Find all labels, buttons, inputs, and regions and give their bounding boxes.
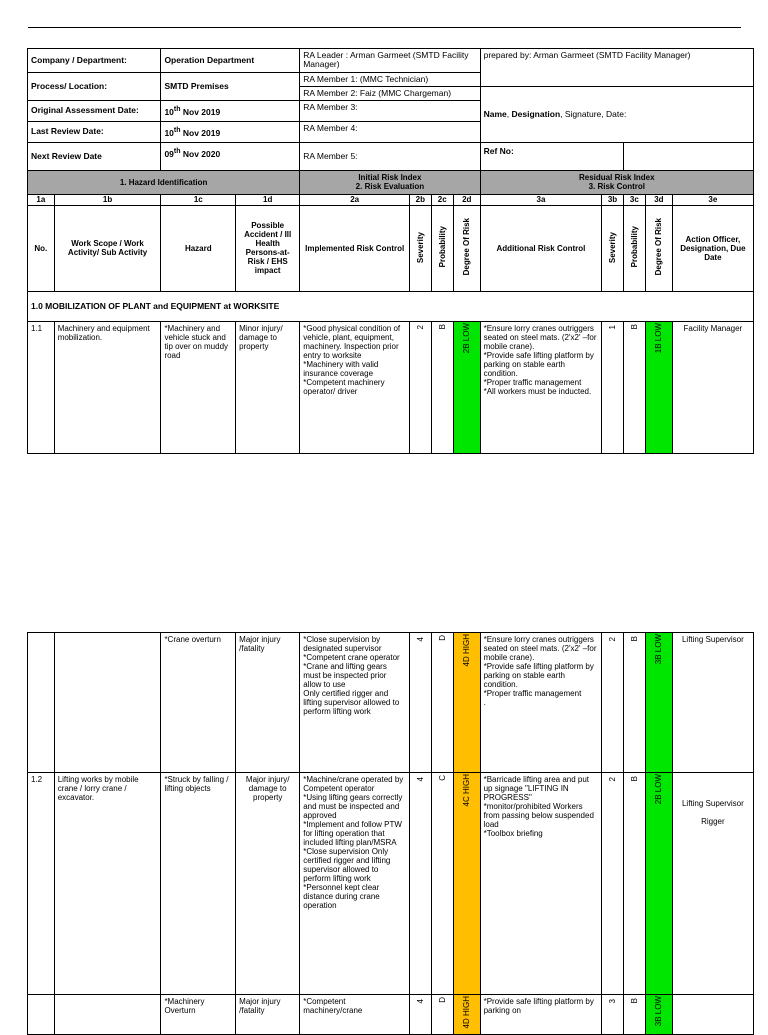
column-title-row xyxy=(28,205,754,291)
ra-leader: RA Leader : Arman Garmeet (SMTD Facility Manager) xyxy=(300,49,480,73)
row-severity-residual: 3 xyxy=(602,995,623,1035)
row-degree: 4C HIGH xyxy=(453,773,480,995)
col-title-degree-residual: Degree Of Risk xyxy=(646,205,673,291)
row-action: Lifting Supervisor xyxy=(672,633,753,773)
row-action: Lifting Supervisor Rigger xyxy=(672,773,753,995)
col-title-severity-residual: Severity xyxy=(602,205,623,291)
col-code: 3d xyxy=(646,194,673,205)
col-title-scope: Work Scope / Work Activity/ Sub Activity xyxy=(54,205,161,291)
row-accident: Major injury /fatality xyxy=(236,633,300,773)
row-implemented: *Good physical condition of vehicle, plant, equipment, machinery. Inspection prior entry to worksite *Machinery with valid insurance coverage *Competent machinery operator/ driver xyxy=(300,321,410,453)
row-additional: *Ensure lorry cranes outriggers seated on steel mats. (2'x2' –for mobile crane). *Provide safe lifting platform by parking on stable earth condition. *Proper traffic management . xyxy=(480,633,602,773)
risk-assessment-table-page1 xyxy=(27,48,754,454)
col-code: 1d xyxy=(236,194,300,205)
col-code: 2b xyxy=(410,194,431,205)
ra-member-4: RA Member 4: xyxy=(300,121,480,142)
row-severity: 4 xyxy=(410,995,431,1035)
col-code: 1b xyxy=(54,194,161,205)
row-probability-residual: B xyxy=(623,321,645,453)
process-value: SMTD Premises xyxy=(161,73,300,101)
table-row xyxy=(28,633,754,773)
row-degree-residual: 3B LOW xyxy=(646,633,673,773)
row-probability: D xyxy=(431,633,453,773)
row-additional: *Barricade lifting area and put up signage "LIFTING IN PROGRESS" *monitor/prohibited Workers from passing below suspended load *Toolbox briefing xyxy=(480,773,602,995)
col-title-implemented: Implemented Risk Control xyxy=(300,205,410,291)
row-degree: 4D HIGH xyxy=(453,633,480,773)
col-title-no: No. xyxy=(28,205,55,291)
col-code: 1c xyxy=(161,194,236,205)
row-probability-residual: B xyxy=(623,773,645,995)
row-severity: 2 xyxy=(410,321,431,453)
col-title-accident: Possible Accident / Ill Health Persons-at-Risk / EHS impact xyxy=(236,205,300,291)
prepared-by: prepared by: Arman Garmeet (SMTD Facility Manager) xyxy=(480,49,753,87)
row-severity-residual: 2 xyxy=(602,633,623,773)
last-review-label: Last Review Date: xyxy=(28,121,161,142)
col-title-additional: Additional Risk Control xyxy=(480,205,602,291)
row-scope: Machinery and equipment mobilization. xyxy=(54,321,161,453)
row-severity: 4 xyxy=(410,633,431,773)
next-review-value: 09th Nov 2020 xyxy=(161,142,300,170)
row-accident: Minor injury/ damage to property xyxy=(236,321,300,453)
row-implemented: *Competent machinery/crane xyxy=(300,995,410,1035)
row-accident: Major injury /fatality xyxy=(236,995,300,1035)
col-code: 2a xyxy=(300,194,410,205)
row-degree: 4D HIGH xyxy=(453,995,480,1035)
row-probability: D xyxy=(431,995,453,1035)
last-review-value: 10th Nov 2019 xyxy=(161,121,300,142)
company-label: Company / Department: xyxy=(28,49,161,73)
ra-member-3: RA Member 3: xyxy=(300,101,480,122)
row-degree: 2B LOW xyxy=(453,321,480,453)
col-code: 2c xyxy=(431,194,453,205)
row-degree-residual: 2B LOW xyxy=(646,773,673,995)
col-code: 2d xyxy=(453,194,480,205)
next-review-label: Next Review Date xyxy=(28,142,161,170)
original-date-value: 10th Nov 2019 xyxy=(161,101,300,122)
row-implemented: *Close supervision by designated supervisor *Competent crane operator *Crane and lifting gears must be inspected prior allow to use Only certified rigger and lifting supervisor allowed to perform lifting work xyxy=(300,633,410,773)
ra-member-5: RA Member 5: xyxy=(300,142,480,170)
row-additional: *Ensure lorry cranes outriggers seated on steel mats. (2'x2' –for mobile crane). *Provide safe lifting platform by parking on stable earth condition. *Proper traffic management *All workers must be inducted. xyxy=(480,321,602,453)
ref-no-value xyxy=(623,142,753,170)
row-severity-residual: 1 xyxy=(602,321,623,453)
original-date-label: Original Assessment Date: xyxy=(28,101,161,122)
row-probability-residual: B xyxy=(623,633,645,773)
row-severity-residual: 2 xyxy=(602,773,623,995)
row-no: 1.1 xyxy=(28,321,55,453)
row-scope xyxy=(54,633,161,773)
ra-member-2: RA Member 2: Faiz (MMC Chargeman) xyxy=(300,87,480,101)
col-code: 3a xyxy=(480,194,602,205)
section-title: 1.0 MOBILIZATION OF PLANT and EQUIPMENT at WORKSITE xyxy=(28,291,754,321)
row-severity: 4 xyxy=(410,773,431,995)
col-code: 1a xyxy=(28,194,55,205)
row-scope: Lifting works by mobile crane / lorry crane / excavator. xyxy=(54,773,161,995)
hazard-identification-header: 1. Hazard Identification xyxy=(28,170,300,194)
col-title-probability: Probability xyxy=(431,205,453,291)
row-hazard: *Struck by falling / lifting objects xyxy=(161,773,236,995)
col-title-probability-residual: Probability xyxy=(623,205,645,291)
col-title-hazard: Hazard xyxy=(161,205,236,291)
table-row xyxy=(28,321,754,453)
row-action: Facility Manager xyxy=(672,321,753,453)
table-row xyxy=(28,995,754,1035)
residual-risk-header: Residual Risk Index 3. Risk Control xyxy=(480,170,753,194)
row-hazard: *Machinery and vehicle stuck and tip over on muddy road xyxy=(161,321,236,453)
company-value: Operation Department xyxy=(161,49,300,73)
table-row xyxy=(28,773,754,995)
ref-no-label: Ref No: xyxy=(480,142,623,170)
row-probability: B xyxy=(431,321,453,453)
page-top-rule xyxy=(28,27,741,28)
row-no: 1.2 xyxy=(28,773,55,995)
row-scope xyxy=(54,995,161,1035)
col-code: 3e xyxy=(672,194,753,205)
column-code-row xyxy=(28,194,754,205)
row-action xyxy=(672,995,753,1035)
ra-member-1: RA Member 1: (MMC Technician) xyxy=(300,73,480,87)
row-no xyxy=(28,633,55,773)
row-no xyxy=(28,995,55,1035)
row-degree-residual: 3B LOW xyxy=(646,995,673,1035)
risk-assessment-table-page2 xyxy=(27,632,754,1035)
row-implemented: *Machine/crane operated by Competent operator *Using lifting gears correctly and must be inspected and approved *Implement and follow PTW for lifting operation that included lifting plan/MSRA *Close supervision Only certified rigger and lifting supervisor allowed to perform lifting work *Personnel kept clear distance during crane operation xyxy=(300,773,410,995)
row-probability-residual: B xyxy=(623,995,645,1035)
row-additional: *Provide safe lifting platform by parking on xyxy=(480,995,602,1035)
col-title-degree: Degree Of Risk xyxy=(453,205,480,291)
row-accident: Major injury/ damage to property xyxy=(236,773,300,995)
name-designation-signature: Name, Designation, Signature, Date: xyxy=(480,87,753,143)
initial-risk-header: Initial Risk Index 2. Risk Evaluation xyxy=(300,170,480,194)
row-hazard: *Machinery Overturn xyxy=(161,995,236,1035)
col-code: 3b xyxy=(602,194,623,205)
row-hazard: *Crane overturn xyxy=(161,633,236,773)
col-title-action: Action Officer, Designation, Due Date xyxy=(672,205,753,291)
row-degree-residual: 1B LOW xyxy=(646,321,673,453)
row-probability: C xyxy=(431,773,453,995)
col-title-severity: Severity xyxy=(410,205,431,291)
process-label: Process/ Location: xyxy=(28,73,161,101)
col-code: 3c xyxy=(623,194,645,205)
